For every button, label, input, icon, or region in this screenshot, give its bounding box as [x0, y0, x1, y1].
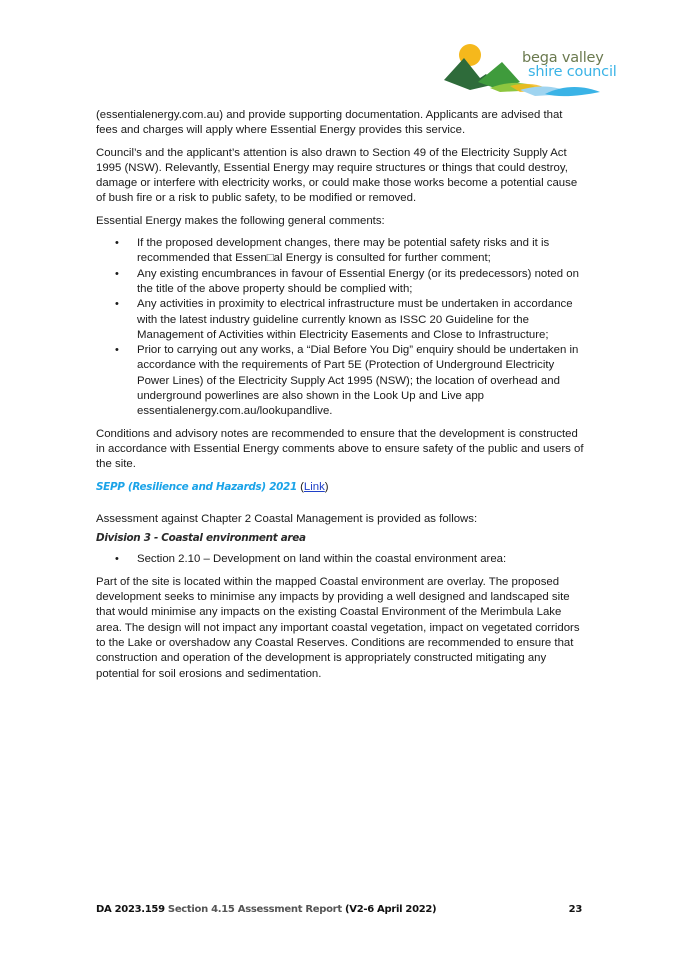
footer-report-title: Section 4.15 Assessment Report — [164, 904, 345, 915]
footer-da-reference: DA 2023.159 — [96, 904, 165, 915]
link-close-paren: ) — [324, 480, 329, 493]
section-list — [96, 552, 586, 567]
division-3-heading: Division 3 - Coastal environment area — [96, 532, 306, 545]
paragraph-conditions: Conditions and advisory notes are recommended to ensure that the development is constructed in accordance with Essential Energy comments above to ensure safety of the public and users of the site. — [96, 427, 584, 471]
sepp-link[interactable]: Link — [303, 480, 325, 493]
list-item: • Section 2.10 – Development on land within the coastal environment area: — [137, 552, 586, 567]
logo-line-2: shire council — [528, 64, 617, 80]
essential-energy-comments-list — [96, 236, 586, 420]
page-footer — [96, 904, 582, 915]
footer-version: (V2-6 April 2022) — [344, 904, 437, 915]
paragraph-application-fees: (essentialenergy.com.au) and provide supporting documentation. Applicants are advised that fees and charges will apply where Essential Energy provides this service. — [96, 109, 563, 137]
document-body — [96, 108, 586, 689]
paragraph-chapter-2-assessment: Assessment against Chapter 2 Coastal Management is provided as follows: — [96, 512, 478, 525]
sepp-heading-line — [96, 480, 586, 495]
spacer — [96, 502, 586, 512]
logo-line-1: bega valley — [522, 50, 604, 66]
council-logo-text — [522, 51, 617, 79]
list-item: • Any existing encumbrances in favour of Essential Energy (or its predecessors) noted on the title of the above property should be complied with; — [137, 267, 586, 298]
paragraph-general-comments-intro: Essential Energy makes the following general comments: — [96, 214, 385, 227]
page-number: 23 — [568, 904, 582, 915]
list-item: • Any activities in proximity to electrical infrastructure must be undertaken in accordance with the latest industry guideline currently known as ISSC 20 Guideline for the Management of Activities within Electricity Easements and Close to Infrastructure; — [137, 297, 586, 343]
sepp-heading: SEPP (Resilience and Hazards) 2021 — [96, 480, 297, 493]
link-open-paren: ( — [296, 480, 304, 493]
paragraph-section-49: Council’s and the applicant’s attention is also drawn to Section 49 of the Electricity Supply Act 1995 (NSW). Relevantly, Essential Energy may require structures or things that could destroy, damage or interfere with electricity works, or could make those works become a potential cause of bush fire or a risk to public safety, to be modified or removed. — [96, 146, 578, 205]
paragraph-coastal-assessment: Part of the site is located within the mapped Coastal environment are overlay. The proposed development seeks to minimise any impacts by providing a well designed and landscaped site that would minimise any impacts on the existing Coastal Environment of the Merimbula Lake area. The design will not impact any important coastal vegetation, impact on vegetated corridors to the Lake or overshadow any Coastal Reserves. Conditions are recommended to ensure that construction and operation of the development is appropriately constructed mitigating any potential for soil erosions and sedimentation. — [96, 575, 580, 680]
list-item: • If the proposed development changes, there may be potential safety risks and it is recommended that Essen□al Energy is consulted for further comment; — [137, 236, 586, 267]
list-item: • Prior to carrying out any works, a “Dial Before You Dig” enquiry should be undertaken in accordance with the requirements of Part 5E (Protection of Underground Electricity Power Lines) of the Electricity Supply Act 1995 (NSW); the location of overhead and underground powerlines are also shown in the Look Up and Live app essentialenergy.com.au/lookupandlive. — [137, 343, 586, 419]
